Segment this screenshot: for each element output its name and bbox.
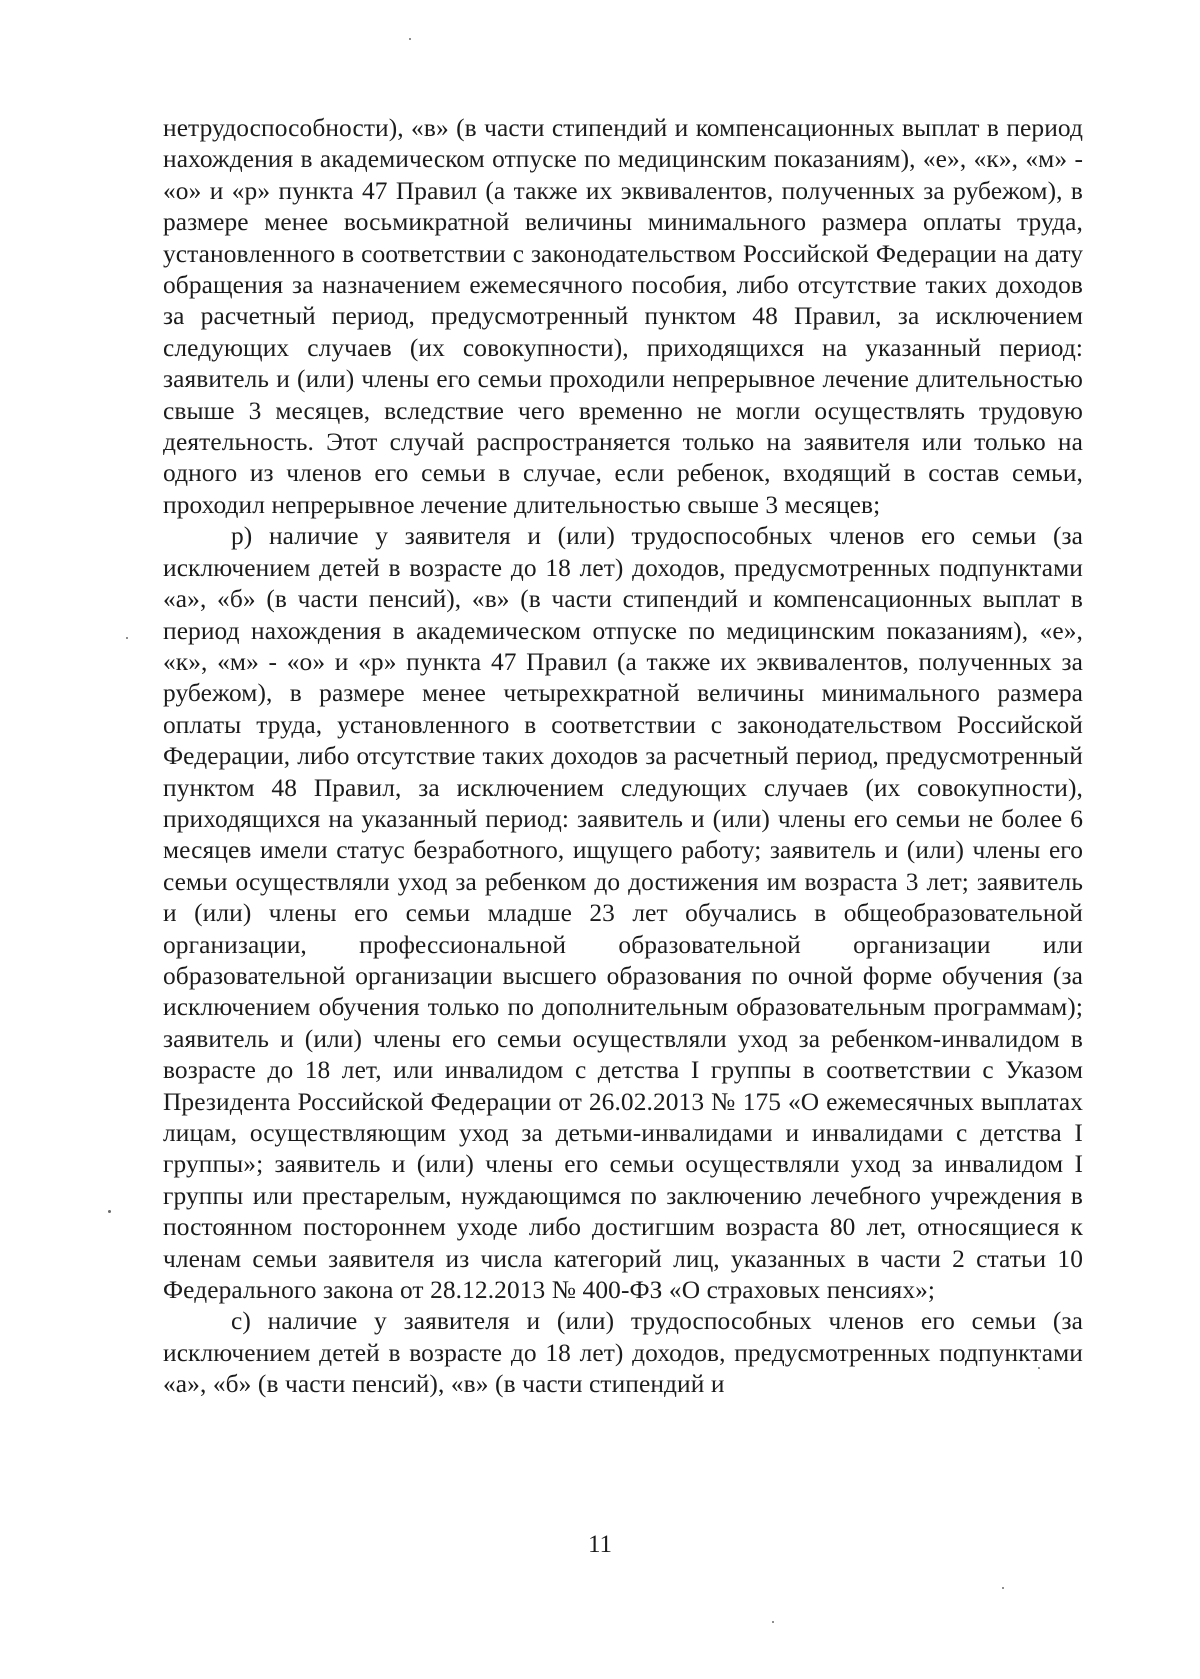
scan-speck bbox=[409, 38, 411, 40]
paragraph-continuation: нетрудоспособности), «в» (в части стипендий и компенсационных выплат в период нахождения в академическом отпуске по медицинским показаниям), «е», «к», «м» - «о» и «р» пункта 47 Правил (а также их эквивалентов, полученных за рубежом), в размере менее восьмикратной величины минимального размера оплаты труда, установленного в соответствии с законодательством Российской Федерации на дату обращения за назначением ежемесячного пособия, либо отсутствие таких доходов за расчетный период, предусмотренный пунктом 48 Правил, за исключением следующих случаев (их совокупности), приходящихся на указанный период: заявитель и (или) члены его семьи проходили непрерывное лечение длительностью свыше 3 месяцев, вследствие чего временно не могли осуществлять трудовую деятельность. Этот случай распространяется только на заявителя или только на одного из членов его семьи в случае, если ребенок, входящий в состав семьи, проходил непрерывное лечение длительностью свыше 3 месяцев; bbox=[163, 114, 1083, 519]
scan-speck bbox=[108, 1210, 111, 1213]
scan-speck bbox=[772, 1621, 774, 1623]
paragraph-item-r: р) наличие у заявителя и (или) трудоспособных членов его семьи (за исключением детей в возрасте до 18 лет) доходов, предусмотренных подпунктами «а», «б» (в части пенсий), «в» (в части стипендий и компенсационных выплат в период нахождения в академическом отпуске по медицинским показаниям), «е», «к», «м» - «о» и «р» пункта 47 Правил (а также их эквивалентов, полученных за рубежом), в размере менее четырехкратной величины минимального размера оплаты труда, установленного в соответствии с законодательством Российской Федерации, либо отсутствие таких доходов за расчетный период, предусмотренный пунктом 48 Правил, за исключением следующих случаев (их совокупности), приходящихся на указанный период: заявитель и (или) члены его семьи не более 6 месяцев имели статус безработного, ищущего работу; заявитель и (или) члены его семьи осуществляли уход за ребенком до достижения им возраста 3 лет; заявитель и (или) члены его семьи младше 23 лет обучались в общеобразовательной организации, профессиональной образовательной организации или образовательной организации высшего образования по очной форме обучения (за исключением обучения только по дополнительным образовательным программам); заявитель и (или) члены его семьи осуществляли уход за ребенком-инвалидом в возрасте до 18 лет, или инвалидом с детства I группы в соответствии с Указом Президента Российской Федерации от 26.02.2013 № 175 «О ежемесячных выплатах лицам, осуществляющим уход за детьми-инвалидами и инвалидами с детства I группы»; заявитель и (или) члены его семьи осуществляли уход за инвалидом I группы или престарелым, нуждающимся по заключению лечебного учреждения в постоянном постороннем уходе либо достигшим возраста 80 лет, относящиеся к членам семьи заявителя из числа категорий лиц, указанных в части 2 статьи 10 Федерального закона от 28.12.2013 № 400-ФЗ «О страховых пенсиях»; bbox=[163, 522, 1083, 1305]
document-body bbox=[163, 113, 1083, 1401]
page-number: 11 bbox=[587, 1531, 613, 1558]
scan-speck bbox=[1002, 1587, 1004, 1589]
scan-speck bbox=[126, 637, 128, 639]
paragraph-item-s: с) наличие у заявителя и (или) трудоспособных членов его семьи (за исключением детей в возрасте до 18 лет) доходов, предусмотренных подпунктами «а», «б» (в части пенсий), «в» (в части стипендий и bbox=[163, 1307, 1083, 1399]
